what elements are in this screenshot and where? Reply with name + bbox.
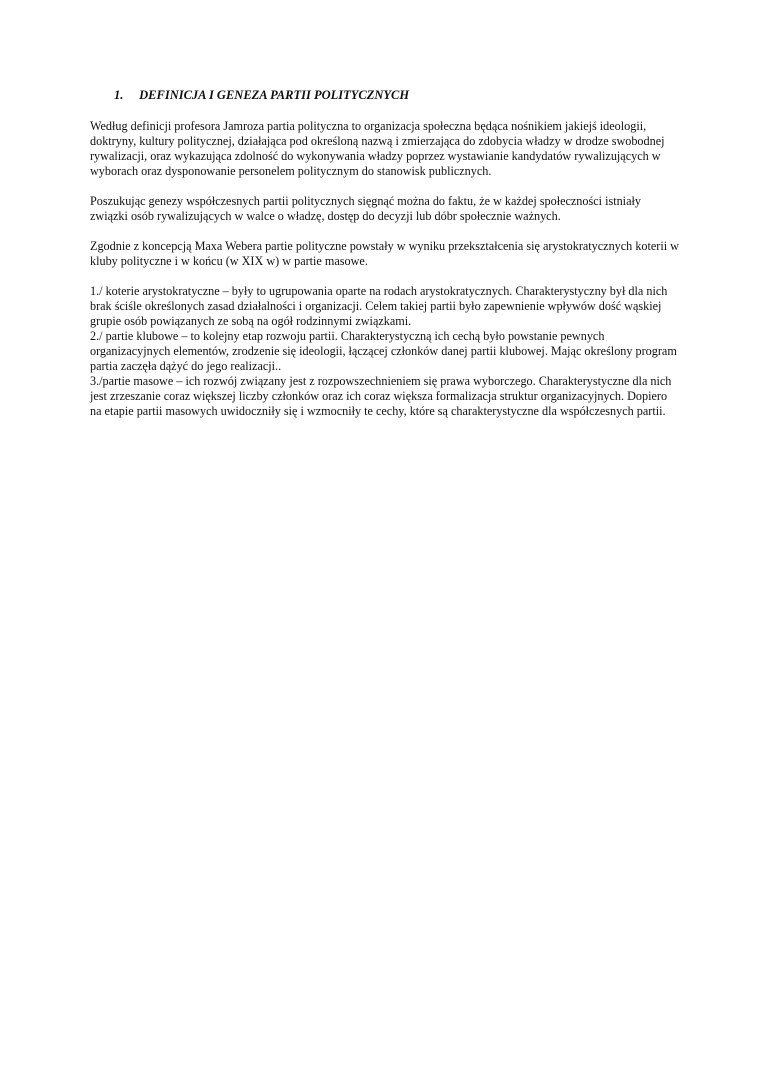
list-item-club: 2./ partie klubowe – to kolejny etap rozwoju partii. Charakterystyczną ich cechą było powstanie pewnych organizacyjnych elementów, zrodzenie się ideologii, łączącej członków danej partii klubowej. Mając określony program partia zaczęła dążyć do jego realizacji..: [90, 329, 677, 373]
party-types-list: [90, 284, 680, 419]
document-body: [90, 88, 680, 419]
section-number: 1.: [114, 88, 124, 102]
paragraph-definition: Według definicji profesora Jamroza partia polityczna to organizacja społeczna będąca nośnikiem jakiejś ideologii, doktryny, kultury politycznej, działająca pod określoną nazwą i zmierzająca do zdobycia władzy w drodze swobodnej rywalizacji, oraz wykazująca zdolność do wykonywania władzy poprzez wystawianie kandydatów rywalizujących w wyborach oraz dysponowanie personelem politycznym do stanowisk publicznych.: [90, 119, 665, 178]
paragraph-genesis: Poszukując genezy współczesnych partii politycznych sięgnąć można do faktu, że w każdej społeczności istniały związki osób rywalizujących w walce o władzę, dostęp do decyzji lub dóbr społecznie ważnych.: [90, 194, 641, 223]
section-title: DEFINICJA I GENEZA PARTII POLITYCZNYCH: [139, 88, 410, 102]
list-item-aristocratic: 1./ koterie arystokratyczne – były to ugrupowania oparte na rodach arystokratycznych. Charakterystyczny był dla nich brak ściśle określonych zasad działalności i organizacji. Celem takiej partii było zapewnienie wpływów dość wąskiej grupie osób powiązanych ze sobą na ogół rodzinnymi związkami.: [90, 284, 668, 328]
section-heading: [90, 88, 680, 103]
list-item-mass: 3./partie masowe – ich rozwój związany jest z rozpowszechnieniem się prawa wyborczego. Charakterystyczne dla nich jest zrzeszanie coraz większej liczby członków oraz ich coraz większa formalizacja struktur organizacyjnych. Dopiero na etapie partii masowych uwidoczniły się i wzmocniły te cechy, które są charakterystyczne dla współczesnych partii.: [90, 374, 672, 418]
paragraph-weber: Zgodnie z koncepcją Maxa Webera partie polityczne powstały w wyniku przekształcenia się arystokratycznych koterii w kluby polityczne i w końcu (w XIX w) w partie masowe.: [90, 239, 679, 268]
